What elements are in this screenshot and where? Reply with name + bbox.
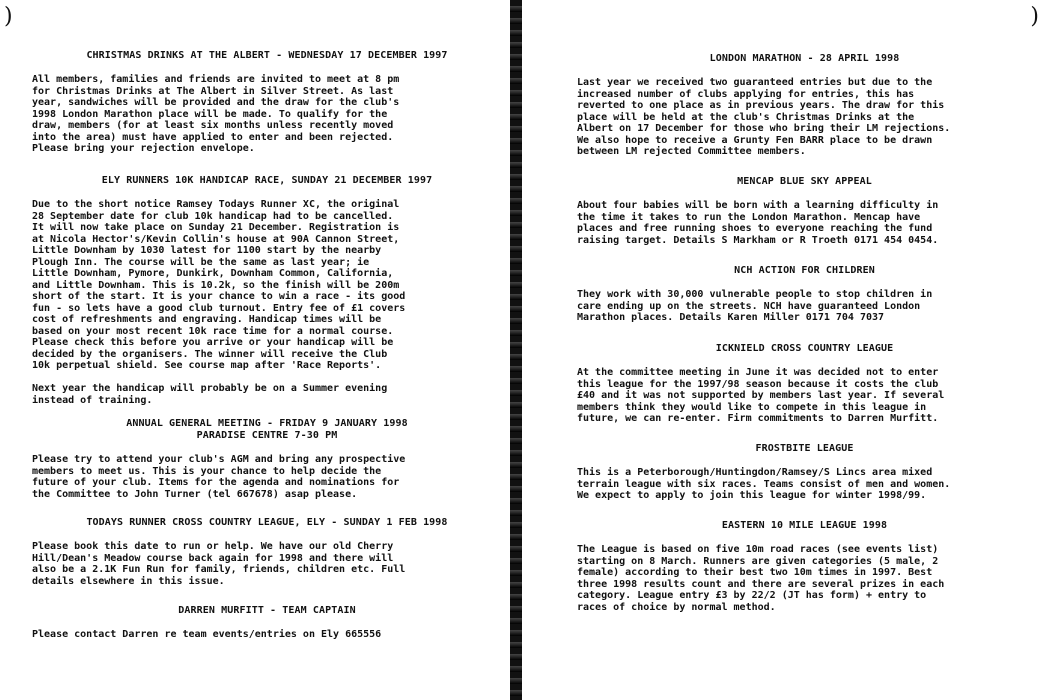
right-page-mark: ) [1030, 4, 1039, 29]
right-page [522, 0, 1043, 700]
section-body: All members, families and friends are invited to meet at 8 pm for Christmas Drinks at The Albert in Silver Street. As last year, sandwiches will be provided and the draw for the club's 1998 London Marathon place will be made. To qualify for the draw, members (for at least six months unless recently moved into the area) must have applied to enter and been rejected. Please bring your rejection envelope. [32, 74, 400, 154]
section-heading: ELY RUNNERS 10K HANDICAP RACE, SUNDAY 21 DECEMBER 1997 [101, 175, 433, 186]
section-body: They work with 30,000 vulnerable people to stop children in care ending up on the streets. NCH have guaranteed London Marathon places. Details Karen Miller 0171 704 7037 [577, 289, 933, 323]
section-body: Please try to attend your club's AGM and bring any prospective members to meet us. This is your chance to help decide the future of your club. Items for the agenda and nominations for the Committee to John Turner (tel 667678) asap please. [32, 454, 406, 500]
section-heading: LONDON MARATHON - 28 APRIL 1998 [709, 53, 900, 64]
section-body: Last year we received two guaranteed entries but due to the increased number of clubs applying for entries, this has reverted to one place as in previous years. The draw for this place will be held at the club's Christmas Drinks at the Albert on 17 December for those who bring their LM rejections. We also hope to receive a Grunty Fen BARR place to be drawn between LM rejected Committee members. [577, 77, 951, 157]
section-body: Please book this date to run or help. We have our old Cherry Hill/Dean's Meadow course back again for 1998 and there will also be a 2.1K Fun Run for family, friends, children etc. Full details elsewhere in this issue. [32, 541, 406, 587]
section-heading: NCH ACTION FOR CHILDREN [734, 265, 875, 276]
section-body: Please contact Darren re team events/entries on Ely 665556 [32, 629, 382, 640]
section-body: At the committee meeting in June it was decided not to enter this league for the 1997/98 season because it costs the club £40 and it was not supported by members last year. If several members think they would like to compete in this league in future, we can re-enter. Firm commitments to Darren Murfitt. [577, 367, 945, 424]
section-handicap-race [32, 175, 502, 406]
section-heading: CHRISTMAS DRINKS AT THE ALBERT - WEDNESDAY 17 DECEMBER 1997 [86, 50, 448, 61]
section-heading: TODAYS RUNNER CROSS COUNTRY LEAGUE, ELY - SUNDAY 1 FEB 1998 [86, 517, 448, 528]
section-body: The League is based on five 10m road races (see events list) starting on 8 March. Runners are given categories (5 male, 2 female) according to their best two 10m times in 1997. Best three 1998 results count and there are several prizes in each category. League entry £3 by 22/2 (JT has form) + entry to races of choice by normal method. [577, 544, 945, 613]
section-body: This is a Peterborough/Huntingdon/Ramsey/S Lincs area mixed terrain league with six races. Teams consist of men and women. We expect to apply to join this league for winter 1998/99. [577, 467, 951, 501]
section-cross-country-ely [32, 517, 502, 587]
section-heading: MENCAP BLUE SKY APPEAL [737, 176, 872, 187]
section-mencap [577, 176, 1032, 246]
section-frostbite [577, 443, 1032, 502]
section-nch [577, 265, 1032, 324]
section-team-captain [32, 605, 502, 641]
section-christmas-drinks [32, 50, 502, 155]
section-body: About four babies will be born with a learning difficulty in the time it takes to run the London Marathon. Mencap have places and free running shoes to everyone reaching the fund raising target. Details S Markham or R Troeth 0171 454 0454. [577, 200, 939, 246]
section-london-marathon [577, 53, 1032, 158]
section-agm [32, 418, 502, 500]
section-heading: EASTERN 10 MILE LEAGUE 1998 [721, 520, 888, 531]
section-icknield [577, 343, 1032, 425]
section-heading: ANNUAL GENERAL MEETING - FRIDAY 9 JANUARY 1998 PARADISE CENTRE 7-30 PM [126, 418, 408, 441]
left-page-mark: ) [4, 4, 13, 29]
section-body: Due to the short notice Ramsey Todays Runner XC, the original 28 September date for club 10k handicap had to be cancelled. It will now take place on Sunday 21 December. Registration is at Nicola Hector's/Kevin Collin's house at 90A Cannon Street, Little Downham by 1030 latest for 1100 start by the nearby Plough Inn. The course will be the same as last year; ie Little Downham, Pymore, Dunkirk, Downham Common, California, and Little Downham. This is 10.2k, so the finish will be 200m short of the start. It is your chance to win a race - its good fun - so lets have a good club turnout. Entry fee of £1 covers cost of refreshments and engraving. Handicap times will be based on your most recent 10k race time for a normal course. Please check this before you arrive or your handicap will be decided by the organisers. The winner will receive the Club 10k perpetual shield. See course map after 'Race Reports'. Next year the handicap will probably be on a Summer evening instead of training. [32, 199, 406, 406]
section-eastern-10-mile [577, 520, 1032, 613]
section-heading: ICKNIELD CROSS COUNTRY LEAGUE [715, 343, 894, 354]
section-heading: DARREN MURFITT - TEAM CAPTAIN [178, 605, 356, 616]
section-heading: FROSTBITE LEAGUE [755, 443, 854, 454]
left-page [0, 0, 512, 700]
